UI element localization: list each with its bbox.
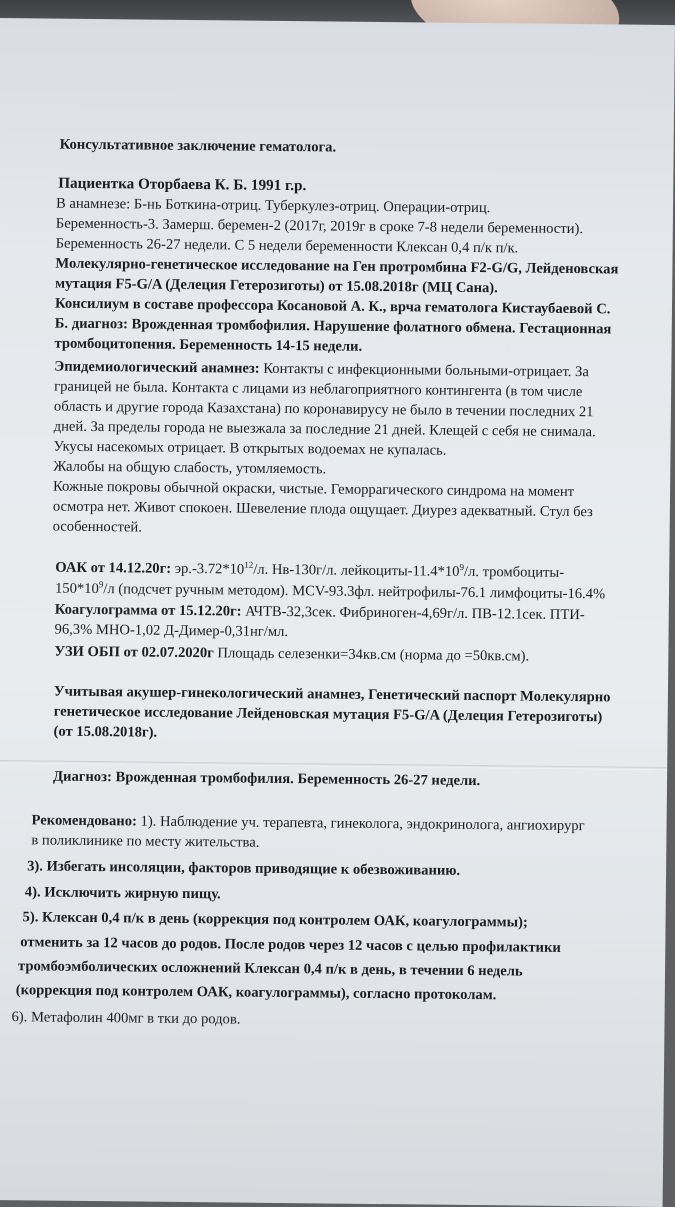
recommend-5-line-1: 5). Клексан 0,4 п/к в день (коррекция под контролем ОАК, коагулограммы);: [22, 909, 528, 931]
recommend-5-line-2: отменить за 12 часов до родов. После родов через 12 часов с целью профилактики: [20, 934, 561, 956]
coag-label: Коагулограмма от 15.12.20г:: [54, 601, 242, 620]
oak-text-c: /л. тромбоциты-: [463, 563, 565, 581]
recommend-4: 4). Исключить жирную пищу.: [24, 884, 221, 903]
paper-sheet: [0, 18, 675, 1207]
oak-text-b: /л. Нв-130г/л. лейкоциты-11.4*10: [253, 561, 460, 580]
recommend-label: Рекомендовано:: [31, 812, 138, 830]
oak-line-1: [55, 559, 564, 583]
recommend-line-1-cont: в поликлинике по месту жительства.: [31, 832, 260, 851]
oak-sup-1: 12: [244, 559, 254, 570]
genetic-line-1: Молекулярно-генетическое исследование на Ген протромбина F2-G/G, Лейденовская: [55, 255, 619, 278]
genetic-line-3: Консилиум в составе профессора Косановой А. К., врча гематолога Кистаубаевой С.: [54, 295, 611, 318]
document-title: Консультативное заключение гематолога.: [59, 136, 337, 156]
coag-line-2: 96,3% МНО-1,02 Д-Димер-0,31нг/мл.: [54, 621, 289, 641]
epid-line-4: дней. За пределы города не выезжала за последние 21 дней. Клещей с себя не снимала.: [53, 418, 596, 441]
recommend-text: 1). Наблюдение уч. терапевта, гинеколога, эндокринолога, ангиохирург: [136, 813, 585, 835]
genetic-line-2: мутация F5-G/A (Делеция Гетерозиготы) от 15.08.2018г (МЦ Сана).: [55, 275, 498, 297]
oak-text-a: эр.-3.72*10: [171, 560, 245, 578]
ultrasound-line: [54, 643, 529, 667]
exam-line-1: Кожные покровы обычной окраски, чистые. Геморрагического синдрома на момент: [53, 478, 575, 501]
ultrasound-label: УЗИ ОБП от 02.07.2020г: [54, 643, 214, 662]
oak-label: ОАК от 14.12.20г:: [55, 559, 172, 577]
diagnosis-line: Диагноз: Врожденная тромбофилия. Беременность 26-27 недели.: [52, 768, 481, 790]
recommend-5-line-4: (коррекция под контролем ОАК, коагулограммы), согласно протоколам.: [15, 982, 497, 1004]
exam-line-2: осмотра нет. Живот спокоен. Шевеление плода ощущает. Диурез адекватный. Стул без: [52, 498, 593, 521]
epid-line-5: Укусы насекомых отрицает. В открытых водоемах не купалась.: [53, 438, 447, 459]
coag-text: АЧТВ-32,3сек. Фибриноген-4,69г/л. ПВ-12.1сек. ПТИ-: [241, 603, 585, 624]
recommend-6: 6). Метафолин 400мг в тки до родов.: [11, 1009, 241, 1028]
oak-sup-3: 9: [98, 579, 104, 590]
recommend-5-line-3: тромбоэмболических осложнений Клексан 0,4 п/к в день, в течении 6 недель: [17, 958, 523, 980]
oak-text-d: 150*10: [54, 580, 99, 598]
epid-line-3: область и другие города Казахстана) по коронавирусу не было в течении последних 21: [53, 398, 594, 421]
epid-label: Эпидемиологический анамнез:: [54, 358, 260, 377]
considering-line-1: Учитывая акушер-гинекологический анамнез, Генетический паспорт Молекулярно: [53, 683, 611, 706]
epid-line-2: границей не была. Контакта с лицами из неблагоприятного контингента (в том числе: [54, 378, 583, 401]
oak-text-e: /л (подсчет ручным методом). MCV-93.3фл. нейтрофилы-76.1 лимфоциты-16.4%: [103, 581, 606, 603]
anamnesis-line-1: В анамнезе: Б-нь Боткина-отриц. Туберкулез-отриц. Операции-отриц.: [55, 195, 491, 217]
anamnesis-line-3: Беременность 26-27 недели. С 5 недели беременности Клексан 0,4 п/к п/к.: [55, 235, 519, 257]
recommend-3: 3). Избегать инсоляции, факторов приводящие к обезвоживанию.: [27, 858, 461, 879]
epid-text: Контакты с инфекционными больными-отрицает. За: [259, 360, 589, 381]
anamnesis-line-2: Беременность-3. Замерш. беремен-2 (2017г, 2019г в сроке 7-8 недели беременности).: [55, 215, 584, 238]
considering-line-2: генетическое исследование Лейденовская мутация F5-G/A (Делеция Гетерозиготы): [53, 703, 603, 726]
genetic-line-4: Б. диагноз: Врожденная тромбофилия. Нарушение фолатного обмена. Гестационная: [54, 315, 612, 338]
oak-sup-2: 9: [459, 561, 465, 573]
ultrasound-text: Площадь селезенки=34кв.см (норма до =50кв.см).: [213, 645, 530, 665]
exam-line-3: особенностей.: [52, 518, 142, 536]
considering-line-3: (от 15.08.2018г).: [53, 723, 158, 741]
patient-line: Пациентка Оторбаева К. Б. 1991 г.р.: [58, 174, 307, 195]
complaints-line: Жалобы на общую слабость, утомляемость.: [53, 458, 327, 478]
genetic-line-5: тромбоцитопения. Беременность 14-15 недели.: [54, 335, 363, 355]
